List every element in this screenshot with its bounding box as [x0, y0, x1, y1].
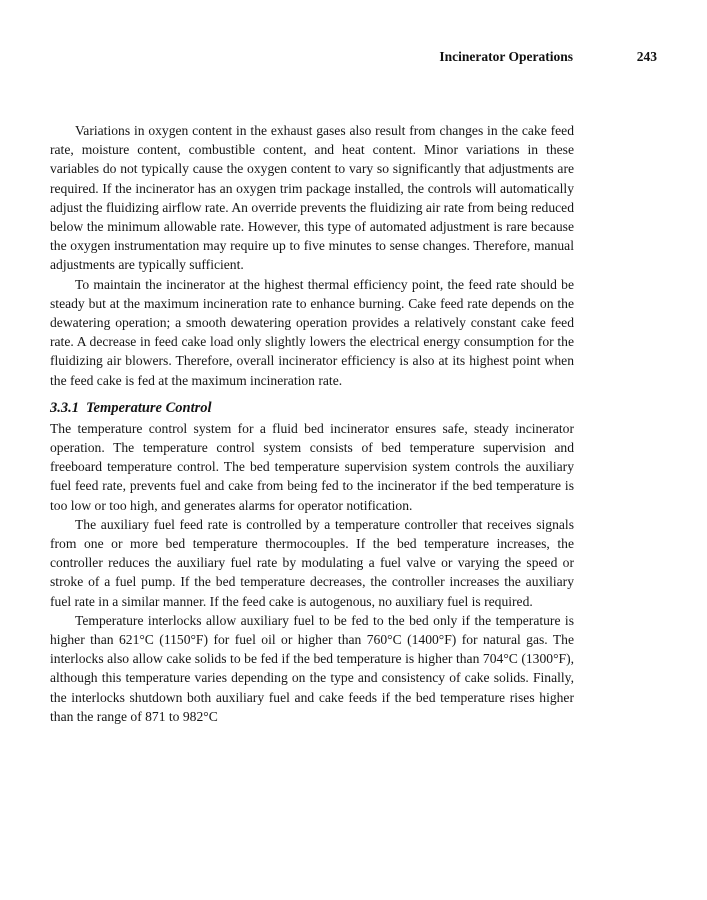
running-title: Incinerator Operations — [439, 49, 573, 64]
body-text — [50, 121, 574, 726]
page-number: 243 — [636, 49, 657, 64]
paragraph: To maintain the incinerator at the highest thermal efficiency point, the feed rate should be steady but at the maximum incineration rate to enhance burning. Cake feed rate depends on the dewatering operation; a smooth dewatering operation provides a relatively constant cake feed rate. A decrease in feed cake load only slightly lowers the electrical energy consumption for the fluidizing air blowers. Therefore, overall incinerator efficiency is also at its highest point when the feed cake is fed at the maximum incineration rate. — [50, 276, 574, 388]
paragraph: The auxiliary fuel feed rate is controlled by a temperature controller that receives signals from one or more bed temperature thermocouples. If the bed temperature increases, the controller reduces the auxiliary fuel rate by modulating a fuel valve or varying the speed or stroke of a fuel pump. If the bed temperature decreases, the controller increases the auxiliary fuel rate in a similar manner. If the feed cake is autogenous, no auxiliary fuel is required. — [50, 516, 574, 609]
paragraph: Temperature interlocks allow auxiliary fuel to be fed to the bed only if the temperature is higher than 621°C (1150°F) for fuel oil or higher than 760°C (1400°F) for natural gas. The interlocks also allow cake solids to be fed if the bed temperature is higher than 704°C (1300°F), although this temperature varies depending on the type and consistency of cake solids. Finally, the interlocks shutdown both auxiliary fuel and cake feeds if the bed temperature rises higher than the range of 871 to 982°C — [50, 612, 574, 724]
page-header — [50, 49, 657, 69]
section-heading — [50, 397, 574, 419]
section-title: Temperature Control — [86, 399, 212, 416]
paragraph: Variations in oxygen content in the exhaust gases also result from changes in the cake feed rate, moisture content, combustible content, and heat content. Minor variations in these variables do not typically cause the oxygen content to vary so significantly that adjustments are required. If the incinerator has an oxygen trim package installed, the controls will automatically adjust the fluidizing airflow rate. An override prevents the fluidizing air rate from being reduced below the minimum allowable rate. However, this type of automated adjustment is rare because the oxygen instrumentation may require up to five minutes to sense changes. Therefore, manual adjustments are typically sufficient. — [50, 123, 574, 273]
section-number: 3.3.1 — [50, 399, 79, 416]
paragraph: The temperature control system for a fluid bed incinerator ensures safe, steady incinerator operation. The temperature control system consists of bed temperature supervision and freeboard temperature control. The bed temperature supervision system controls the auxiliary fuel feed rate, prevents fuel and cake from being fed to the incinerator if the bed temperature is too low or too high, and generates alarms for operator notification. — [50, 420, 574, 513]
